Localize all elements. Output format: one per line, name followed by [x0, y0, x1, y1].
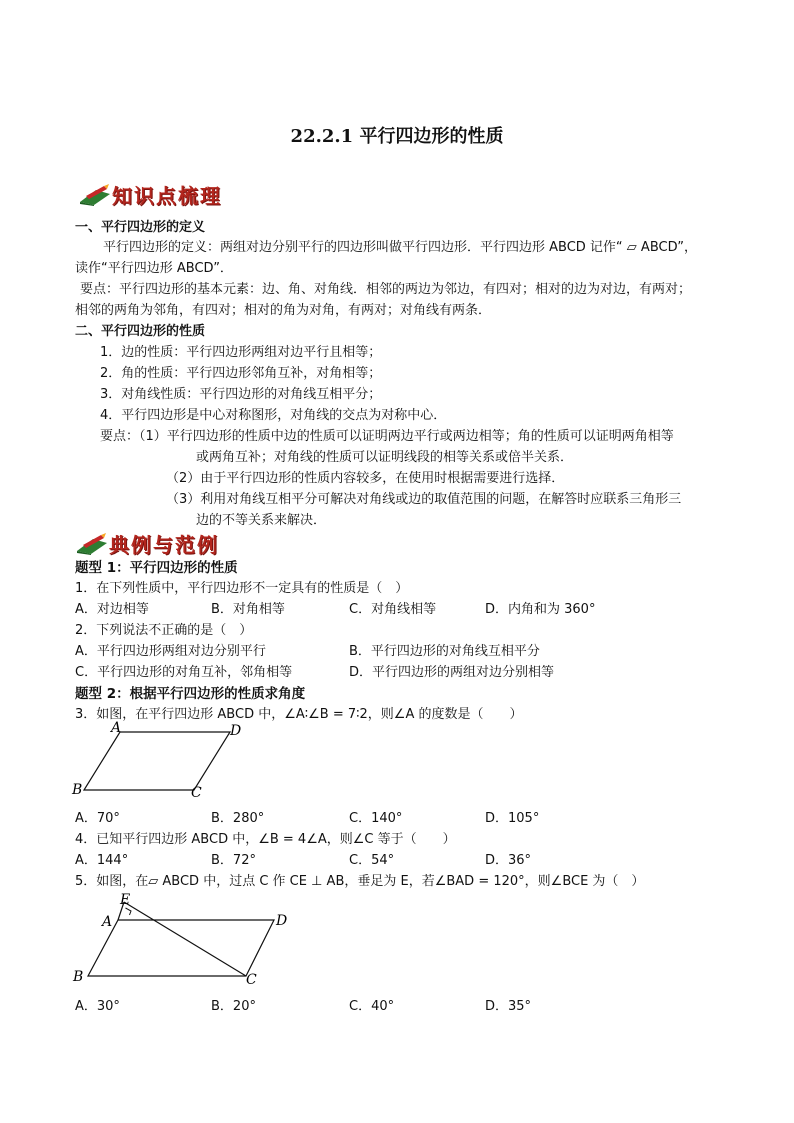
- q2-option-a: A．平行四边形两组对边分别平行: [75, 644, 266, 659]
- property-3: 3．对角线性质：平行四边形的对角线互相平分；: [100, 387, 382, 402]
- banner-title: 知识点梳理: [112, 184, 222, 208]
- section-banner-knowledge: [78, 180, 222, 209]
- pencil-book-icon: [78, 184, 112, 206]
- question-2: 2．下列说法不正确的是（ ）: [75, 623, 253, 638]
- vertex-label-a: A: [111, 720, 122, 736]
- q5-option-c: C．40°: [349, 999, 395, 1014]
- q2-option-c: C．平行四边形的对角互补，邻角相等: [75, 665, 293, 680]
- vertex-label-b: B: [72, 782, 83, 798]
- pencil-book-icon: [75, 533, 109, 555]
- section-heading-properties: 二、平行四边形的性质: [75, 324, 206, 339]
- parallelogram-figure-1: [70, 720, 250, 800]
- question-5: 5．如图，在▱ ABCD 中，过点 C 作 CE ⊥ AB，垂足为 E，若∠BAD = 120°，则∠BCE 为（ ）: [75, 874, 645, 889]
- section-heading-definition: 一、平行四边形的定义: [75, 220, 206, 235]
- key-point-2-line-3: （2）由于平行四边形的性质内容较多，在使用时根据需要进行选择．: [166, 471, 565, 486]
- q1-option-d: D．内角和为 360°: [485, 602, 596, 617]
- q3-option-d: D．105°: [485, 811, 540, 826]
- right-angle-mark: [126, 908, 132, 915]
- q5-option-b: B．20°: [211, 999, 256, 1014]
- vertex-label-a: A: [102, 914, 113, 930]
- q3-option-b: B．280°: [211, 811, 265, 826]
- question-1: 1．在下列性质中，平行四边形不一定具有的性质是（ ）: [75, 581, 409, 596]
- q5-option-d: D．35°: [485, 999, 532, 1014]
- key-point-line-2: 相邻的两角为邻角，有四对；相对的角为对角，有两对；对角线有两条．: [75, 303, 492, 318]
- q3-option-a: A．70°: [75, 811, 120, 826]
- vertex-label-c: C: [191, 785, 202, 800]
- definition-line-1: 平行四边形的定义：两组对边分别平行的四边形叫做平行四边形．平行四边形 ABCD 记作“ ▱ ABCD”，: [103, 240, 697, 255]
- q1-option-c: C．对角线相等: [349, 602, 437, 617]
- parallelogram-shape: [88, 920, 274, 976]
- vertex-label-b: B: [73, 969, 84, 985]
- key-point-2-line-1: 要点：（1）平行四边形的性质中边的性质可以证明两边平行或两边相等；角的性质可以证明两角相等: [100, 429, 674, 444]
- key-point-2-line-2: 或两角互补；对角线的性质可以证明线段的相等关系或倍半关系．: [196, 450, 574, 465]
- vertex-label-e: E: [120, 892, 131, 908]
- q4-option-a: A．144°: [75, 853, 129, 868]
- q1-option-a: A．对边相等: [75, 602, 149, 617]
- vertex-label-d: D: [276, 913, 288, 929]
- key-point-2-line-5: 边的不等关系来解决．: [196, 513, 327, 528]
- parallelogram-figure-2: [70, 890, 300, 990]
- property-2: 2．角的性质：平行四边形邻角互补，对角相等；: [100, 366, 382, 381]
- banner-title: 典例与范例: [109, 533, 219, 557]
- page-title: 22.2.1 平行四边形的性质: [290, 126, 504, 147]
- question-4: 4．已知平行四边形 ABCD 中，∠B = 4∠A，则∠C 等于（ ）: [75, 832, 456, 847]
- parallelogram-shape: [84, 732, 230, 790]
- question-3: 3．如图，在平行四边形 ABCD 中，∠A∶∠B = 7∶2，则∠A 的度数是（ ）: [75, 707, 523, 722]
- question-type-2: 题型 2：根据平行四边形的性质求角度: [75, 686, 306, 702]
- vertex-label-c: C: [246, 972, 257, 988]
- vertex-label-d: D: [230, 723, 242, 739]
- question-type-1: 题型 1：平行四边形的性质: [75, 560, 238, 576]
- q2-option-d: D．平行四边形的两组对边分别相等: [349, 665, 555, 680]
- q1-option-b: B．对角相等: [211, 602, 285, 617]
- perpendicular-ce: [124, 902, 246, 976]
- section-banner-examples: [75, 529, 219, 558]
- q3-option-c: C．140°: [349, 811, 403, 826]
- property-1: 1．边的性质：平行四边形两组对边平行且相等；: [100, 345, 382, 360]
- key-point-2-line-4: （3）利用对角线互相平分可解决对角线或边的取值范围的问题，在解答时应联系三角形三: [166, 492, 682, 507]
- q4-option-b: B．72°: [211, 853, 256, 868]
- definition-line-2: 读作“平行四边形 ABCD”．: [75, 261, 233, 276]
- property-4: 4．平行四边形是中心对称图形，对角线的交点为对称中心．: [100, 408, 447, 423]
- q4-option-c: C．54°: [349, 853, 395, 868]
- q4-option-d: D．36°: [485, 853, 532, 868]
- key-point-line-1: 要点：平行四边形的基本元素：边、角、对角线．相邻的两边为邻边，有四对；相对的边为对边，有两对；: [80, 282, 692, 297]
- q5-option-a: A．30°: [75, 999, 120, 1014]
- q2-option-b: B．平行四边形的对角线互相平分: [349, 644, 540, 659]
